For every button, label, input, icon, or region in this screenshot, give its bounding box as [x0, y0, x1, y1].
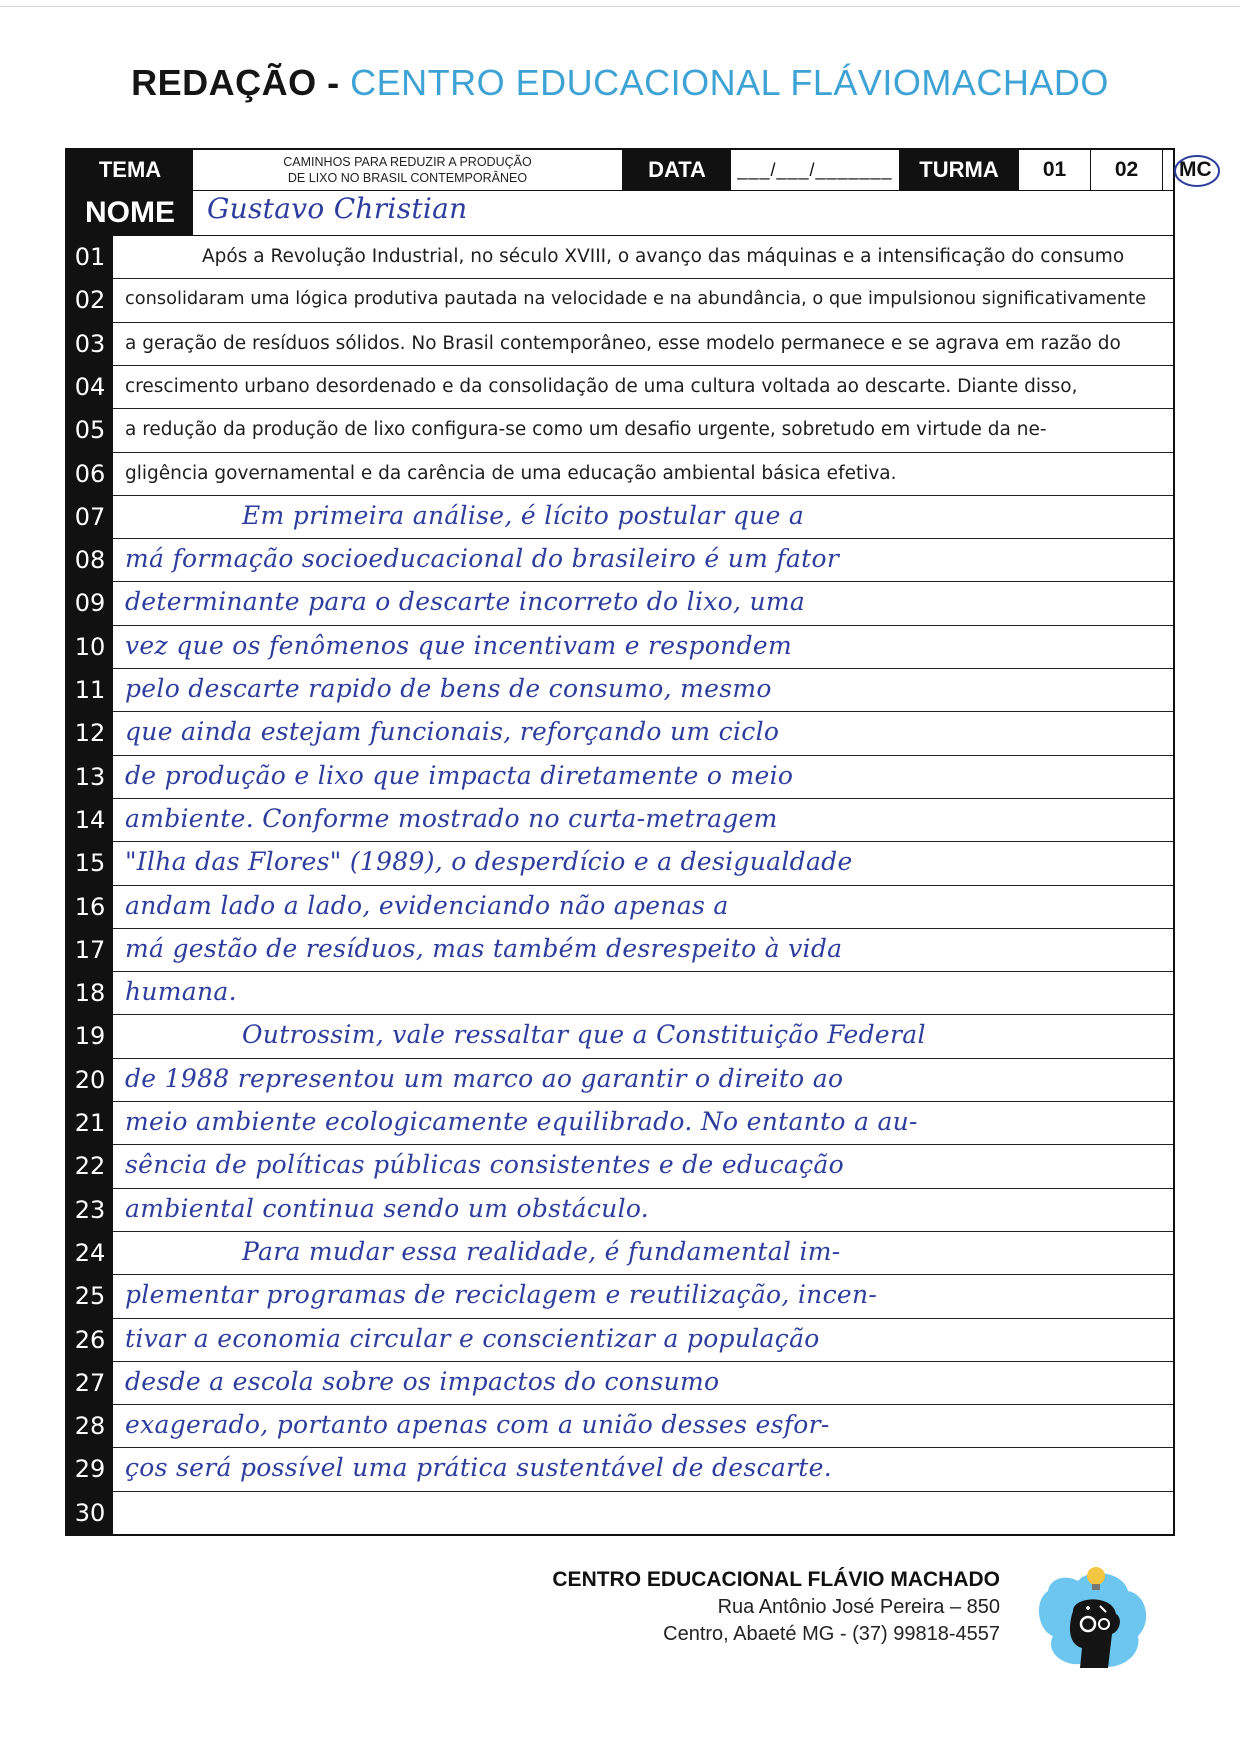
line-number: 02: [74, 286, 106, 315]
handwritten-line: pelo descarte rapido de bens de consumo, mesmo: [125, 674, 772, 703]
printed-intro-line: a geração de resíduos sólidos. No Brasil contemporâneo, esse modelo permanece e se agrava em razão do: [125, 332, 1121, 354]
ruled-line: [113, 668, 1173, 669]
ruled-line: [113, 755, 1173, 756]
handwritten-line: Para mudar essa realidade, é fundamental im-: [242, 1236, 841, 1266]
line-number: 06: [74, 459, 106, 488]
line-number: 29: [74, 1455, 106, 1484]
nome-label: NOME: [67, 190, 193, 235]
line-number: 08: [74, 546, 106, 575]
name-row: [67, 190, 1173, 236]
handwritten-line: ços será possível uma prática sustentável de descarte.: [125, 1453, 832, 1483]
handwritten-line: má formação socioeducacional do brasileiro é um fator: [125, 544, 840, 574]
printed-intro-line: crescimento urbano desordenado e da consolidação de uma cultura voltada ao descarte. Diante disso,: [125, 375, 1078, 397]
line-number: 17: [74, 935, 106, 964]
ruled-line: [113, 798, 1173, 799]
line-number: 13: [74, 762, 106, 791]
ruled-line: [113, 1274, 1173, 1275]
handwritten-line: sência de políticas públicas consistentes e de educação: [125, 1150, 844, 1180]
line-number: 20: [74, 1065, 106, 1094]
tema-label: TEMA: [67, 150, 193, 190]
turma-option-mc[interactable]: [1163, 150, 1212, 190]
ruled-line: [113, 1144, 1173, 1145]
line-number: 01: [74, 243, 106, 271]
essay-sheet: [65, 148, 1212, 1536]
turma-option-01[interactable]: 01: [1019, 150, 1091, 190]
printed-intro-line: a redução da produção de lixo configura-se como um desafio urgente, sobretudo em virtude da ne-: [125, 419, 1047, 441]
ruled-line: [113, 1491, 1173, 1492]
tema-line-1: CAMINHOS PARA REDUZIR A PRODUÇÃO: [283, 155, 532, 169]
tema-line-2: DE LIXO NO BRASIL CONTEMPORÂNEO: [287, 171, 528, 185]
footer-address: [500, 1568, 1000, 1646]
handwritten-line: Outrossim, vale ressaltar que a Constituição Federal: [242, 1020, 926, 1050]
line-number: 21: [74, 1109, 106, 1137]
ruled-line: [113, 452, 1173, 453]
ruled-line: [113, 581, 1173, 582]
ruled-line: [113, 971, 1173, 972]
handwritten-line: ambiente. Conforme mostrado no curta-metragem: [125, 803, 778, 833]
line-number: 12: [74, 719, 106, 748]
line-number: 16: [74, 892, 106, 921]
line-number: 04: [74, 372, 106, 401]
line-number: 07: [74, 502, 106, 531]
ruled-line: [113, 928, 1173, 929]
ruled-line: [113, 1318, 1173, 1319]
ruled-line: [113, 711, 1173, 712]
line-number: 22: [74, 1152, 106, 1181]
handwritten-line: de produção e lixo que impacta diretamente o meio: [125, 760, 794, 790]
line-number: 14: [74, 805, 106, 834]
handwritten-line: má gestão de resíduos, mas também desrespeito à vida: [125, 933, 843, 963]
school-logo-icon: [1028, 1556, 1158, 1686]
line-number: 30: [74, 1498, 106, 1527]
handwritten-line: de 1988 representou um marco ao garantir o direito ao: [125, 1063, 844, 1093]
line-number: 03: [74, 329, 106, 358]
ruled-line: [113, 538, 1173, 539]
handwritten-line: que ainda estejam funcionais, reforçando um ciclo: [125, 717, 780, 747]
ruled-line: [113, 408, 1173, 409]
line-number: 25: [74, 1282, 106, 1311]
line-number: 15: [74, 849, 106, 878]
ruled-line: [113, 1014, 1173, 1015]
ruled-line: [113, 1058, 1173, 1059]
ruled-line: [113, 885, 1173, 886]
ruled-line: [113, 841, 1173, 842]
handwritten-line: tivar a economia circular e conscientizar a população: [125, 1323, 820, 1353]
handwritten-line: ambiental continua sendo um obstáculo.: [125, 1193, 650, 1223]
line-number: 09: [74, 589, 106, 618]
title-school: CENTRO EDUCACIONAL FLÁVIOMACHADO: [350, 62, 1109, 103]
circle-mark-icon: [1171, 152, 1225, 188]
handwritten-line: Em primeira análise, é lícito postular que a: [242, 500, 805, 530]
footer-street: Rua Antônio José Pereira – 850: [717, 1596, 1000, 1618]
student-name[interactable]: Gustavo Christian: [207, 192, 468, 225]
turma-label: TURMA: [899, 150, 1019, 190]
handwritten-line: andam lado a lado, evidenciando não apenas a: [125, 890, 729, 920]
line-number: 19: [74, 1022, 106, 1051]
handwritten-line: determinante para o descarte incorreto do lixo, uma: [125, 587, 806, 617]
handwritten-line: desde a escola sobre os impactos do consumo: [125, 1366, 720, 1396]
line-number: 11: [74, 676, 106, 704]
footer-city: Centro, Abaeté MG - (37) 99818-4557: [663, 1623, 1000, 1645]
title-bold: REDAÇÃO -: [131, 62, 340, 103]
line-number: 23: [74, 1195, 106, 1224]
line-number: 27: [74, 1368, 106, 1397]
turma-option-02[interactable]: 02: [1091, 150, 1163, 190]
tema-field: [193, 150, 623, 190]
line-number: 10: [74, 632, 106, 661]
ruled-line: [113, 1101, 1173, 1102]
handwritten-line: exagerado, portanto apenas com a união desses esfor-: [125, 1410, 830, 1440]
ruled-line: [113, 495, 1173, 496]
line-number: 05: [74, 416, 106, 445]
handwritten-line: "Ilha das Flores" (1989), o desperdício e a desigualdade: [125, 847, 853, 877]
ruled-line: [113, 1361, 1173, 1362]
page-title: [0, 62, 1240, 104]
ruled-line: [113, 1447, 1173, 1448]
ruled-line: [113, 278, 1173, 279]
line-number: 28: [74, 1412, 106, 1441]
ruled-line: [113, 625, 1173, 626]
printed-intro-line: gligência governamental e da carência de uma educação ambiental básica efetiva.: [125, 462, 897, 484]
handwritten-line: humana.: [125, 977, 237, 1007]
footer-school-name: CENTRO EDUCACIONAL FLÁVIO MACHADO: [552, 1568, 1000, 1591]
ruled-line: [113, 1404, 1173, 1405]
top-divider: [0, 6, 1240, 7]
ruled-line: [113, 322, 1173, 323]
ruled-line: [113, 1231, 1173, 1232]
handwritten-line: meio ambiente ecologicamente equilibrado. No entanto a au-: [125, 1107, 918, 1136]
handwritten-line: plementar programas de reciclagem e reutilização, incen-: [125, 1280, 878, 1310]
printed-intro-line: consolidaram uma lógica produtiva pautada na velocidade e na abundância, o que impulsionou significativamente: [125, 289, 1147, 310]
turma-option-mc-label: MC: [1179, 158, 1212, 181]
data-label: DATA: [623, 150, 731, 190]
line-number: 24: [74, 1238, 106, 1267]
date-field[interactable]: ___/___/_______: [737, 159, 893, 180]
form-header: [67, 150, 1212, 191]
handwritten-line: vez que os fenômenos que incentivam e respondem: [125, 630, 792, 660]
printed-intro-line: Após a Revolução Industrial, no século XVIII, o avanço das máquinas e a intensificação do consumo: [202, 246, 1125, 267]
line-number: 18: [74, 979, 106, 1008]
ruled-line: [113, 1188, 1173, 1189]
ruled-line: [113, 365, 1173, 366]
line-number: 26: [74, 1325, 106, 1354]
